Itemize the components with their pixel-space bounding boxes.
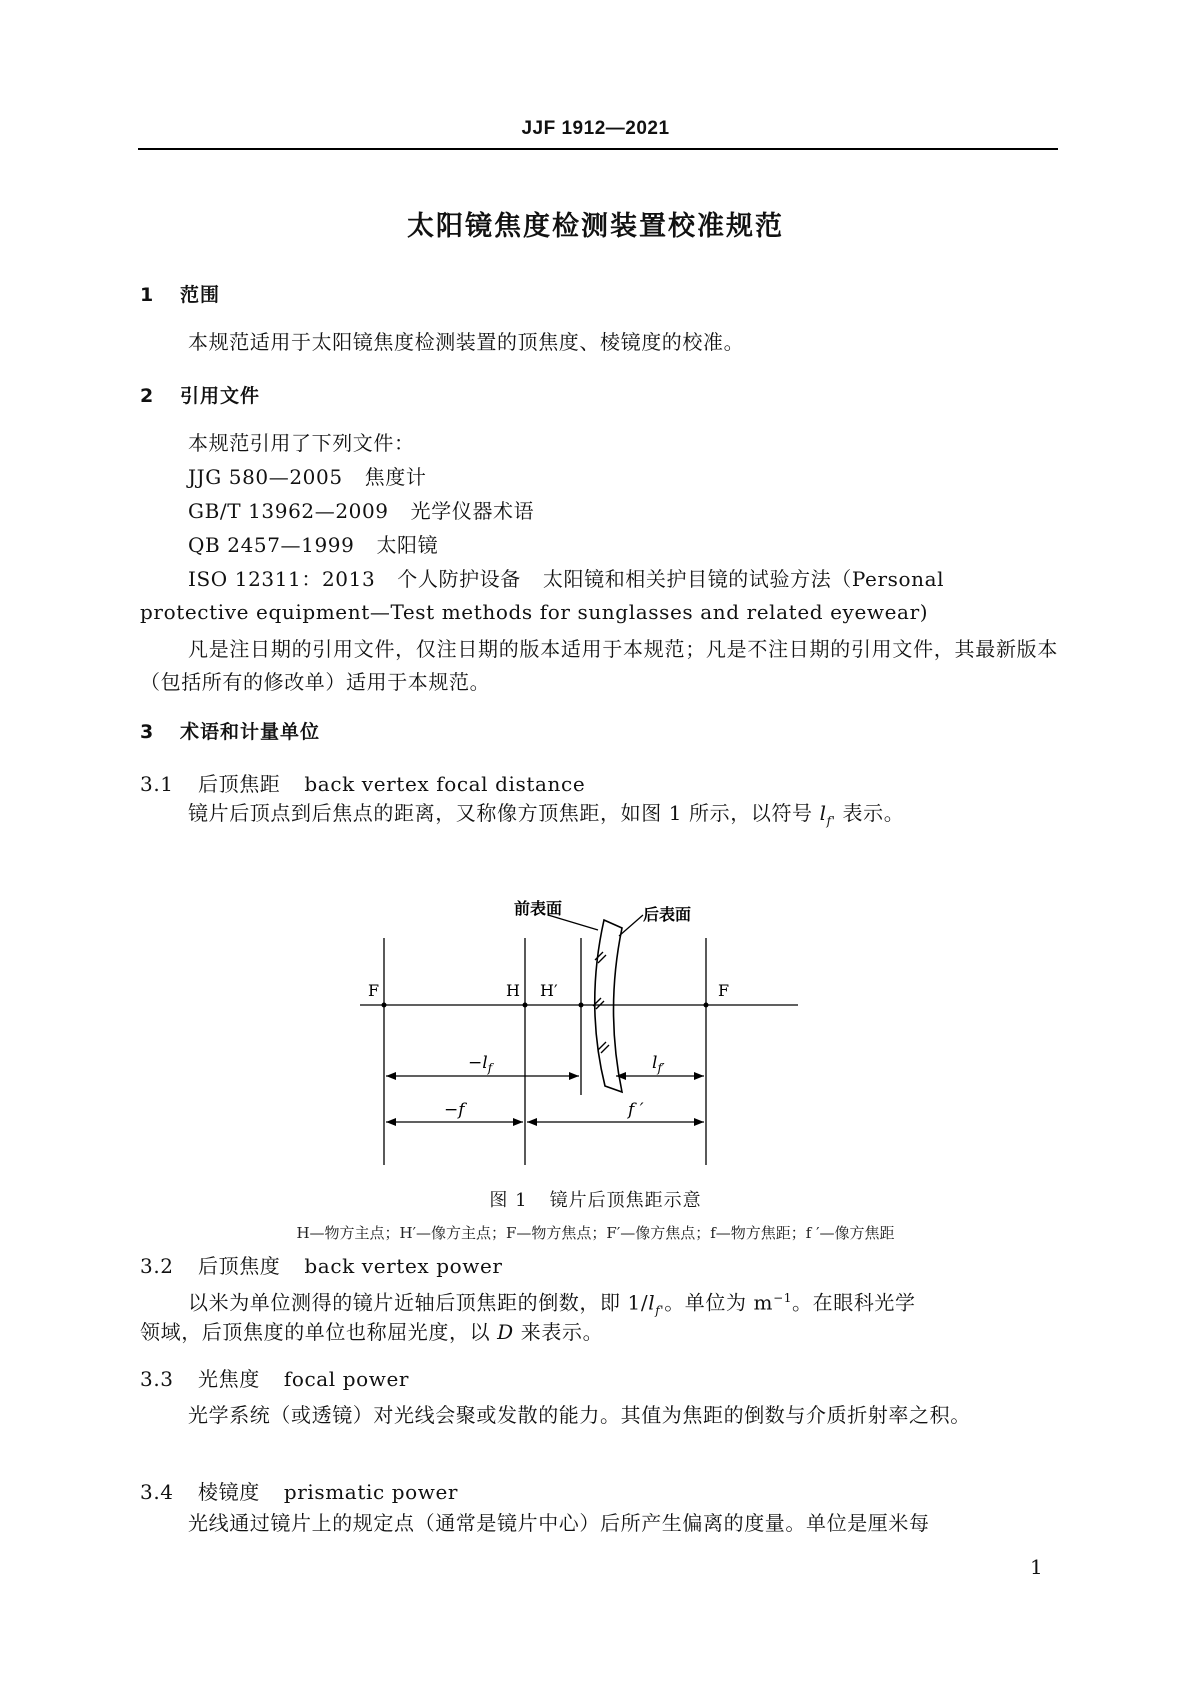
scope-paragraph: 本规范适用于太阳镜焦度检测装置的顶焦度、棱镜度的校准。: [188, 330, 745, 354]
term-3-1: [140, 768, 585, 797]
label-H: H: [506, 981, 520, 1000]
symbol-subscript: f': [826, 814, 836, 828]
term-en: focal power: [283, 1367, 410, 1391]
def-text: 以米为单位测得的镜片近轴后顶焦距的倒数，即 1/: [188, 1290, 649, 1315]
figure-1-diagram: [360, 900, 800, 1185]
ref-code: QB 2457—1999: [188, 533, 355, 557]
label-neg-f: −f: [444, 1100, 465, 1120]
section-title: 范围: [180, 284, 221, 306]
ref-name: 光学仪器术语: [410, 499, 535, 523]
section-number: 1: [140, 284, 155, 306]
term-en: back vertex focal distance: [304, 772, 586, 796]
term-number: 3.3: [140, 1367, 174, 1391]
term-zh: 后顶焦距: [198, 772, 281, 796]
ref-item-iso: [188, 567, 944, 591]
label-neg-lf: $-l_f$: [468, 1053, 493, 1075]
ref-item: [188, 465, 426, 489]
page-title: 太阳镜焦度检测装置校准规范: [407, 211, 784, 242]
unit-exponent: −1: [773, 1291, 793, 1305]
definition-3-2-line2: [140, 1320, 603, 1344]
term-3-4: [140, 1476, 458, 1505]
symbol-l: l: [648, 1290, 656, 1315]
term-number: 3.4: [140, 1480, 174, 1504]
figure-legend: H—物方主点；H′—像方主点；F—物方焦点；F′—像方焦点；f—物方焦距；f ′—像方焦距: [296, 1224, 895, 1242]
section-2-heading: [140, 381, 260, 408]
label-back-surface: 后表面: [643, 905, 692, 924]
section-number: 2: [140, 385, 155, 407]
back-surface-leader: [619, 915, 643, 936]
ref-code: JJG 580—2005: [188, 465, 343, 489]
term-3-3: [140, 1363, 409, 1392]
ref-name-cont: 太阳镜和相关护目镜的试验方法（Personal: [542, 567, 945, 591]
term-en: back vertex power: [304, 1254, 503, 1278]
def-text: 。在眼科光学: [792, 1290, 916, 1315]
header-rule: [138, 148, 1058, 150]
definition-3-4: 光线通过镜片上的规定点（通常是镜片中心）后所产生偏离的度量。单位是厘米每: [188, 1511, 930, 1535]
term-number: 3.1: [140, 772, 174, 796]
figure-title: 镜片后顶焦距示意: [549, 1190, 702, 1211]
def-text: 领域，后顶焦度的单位也称屈光度，以: [140, 1320, 498, 1344]
def-text: 表示。: [835, 801, 905, 825]
term-zh: 光焦度: [198, 1367, 260, 1391]
section-3-heading: [140, 717, 320, 744]
ref-code: ISO 12311：2013: [188, 567, 376, 591]
section-number: 3: [140, 721, 155, 743]
symbol-D: D: [497, 1320, 514, 1344]
section-1-heading: [140, 280, 220, 307]
def-text: 来表示。: [513, 1320, 604, 1344]
term-zh: 后顶焦度: [198, 1254, 281, 1278]
term-en: prismatic power: [283, 1480, 459, 1504]
def-text: 。单位为 m: [664, 1290, 774, 1315]
document-code-header: JJF 1912—2021: [521, 118, 670, 139]
ref-code: GB/T 13962—2009: [188, 499, 389, 523]
term-number: 3.2: [140, 1254, 174, 1278]
refs-note: 凡是注日期的引用文件，仅注日期的版本适用于本规范；凡是不注日期的引用文件，其最新版本（包括所有的修改单）适用于本规范。: [140, 637, 1058, 694]
section-title: 术语和计量单位: [180, 721, 321, 743]
ref-name: 个人防护设备: [397, 567, 521, 591]
figure-number: 图 1: [489, 1190, 528, 1211]
page-number: 1: [1030, 1555, 1043, 1579]
ref-name: 太阳镜: [376, 533, 439, 557]
section-title: 引用文件: [180, 385, 261, 407]
def-text: 镜片后顶点到后焦点的距离，又称像方顶焦距，如图 1 所示，以符号: [188, 801, 820, 825]
ref-item: [188, 533, 438, 557]
definition-3-2-line1: [188, 1286, 1058, 1323]
label-F-left: F: [368, 981, 380, 1000]
label-f-prime: f ′: [628, 1100, 644, 1120]
label-H-prime: H′: [540, 981, 558, 1000]
label-F-right: F: [718, 981, 730, 1000]
term-3-2: [140, 1250, 503, 1279]
refs-intro: 本规范引用了下列文件：: [188, 431, 415, 455]
definition-3-1: [188, 801, 904, 833]
term-zh: 棱镜度: [198, 1480, 260, 1504]
label-lf-prime: $l_{f'}$: [652, 1053, 665, 1075]
figure-caption: [0, 1186, 1191, 1212]
ref-item: [188, 499, 534, 523]
label-front-surface: 前表面: [514, 900, 563, 918]
symbol-l: l: [819, 801, 827, 825]
ref-item-iso-line2: protective equipment—Test methods for sunglasses and related eyewear): [140, 600, 929, 624]
ref-name: 焦度计: [364, 465, 427, 489]
symbol-subscript: f': [655, 1303, 665, 1318]
definition-3-3: 光学系统（或透镜）对光线会聚或发散的能力。其值为焦距的倒数与介质折射率之积。: [188, 1403, 971, 1427]
